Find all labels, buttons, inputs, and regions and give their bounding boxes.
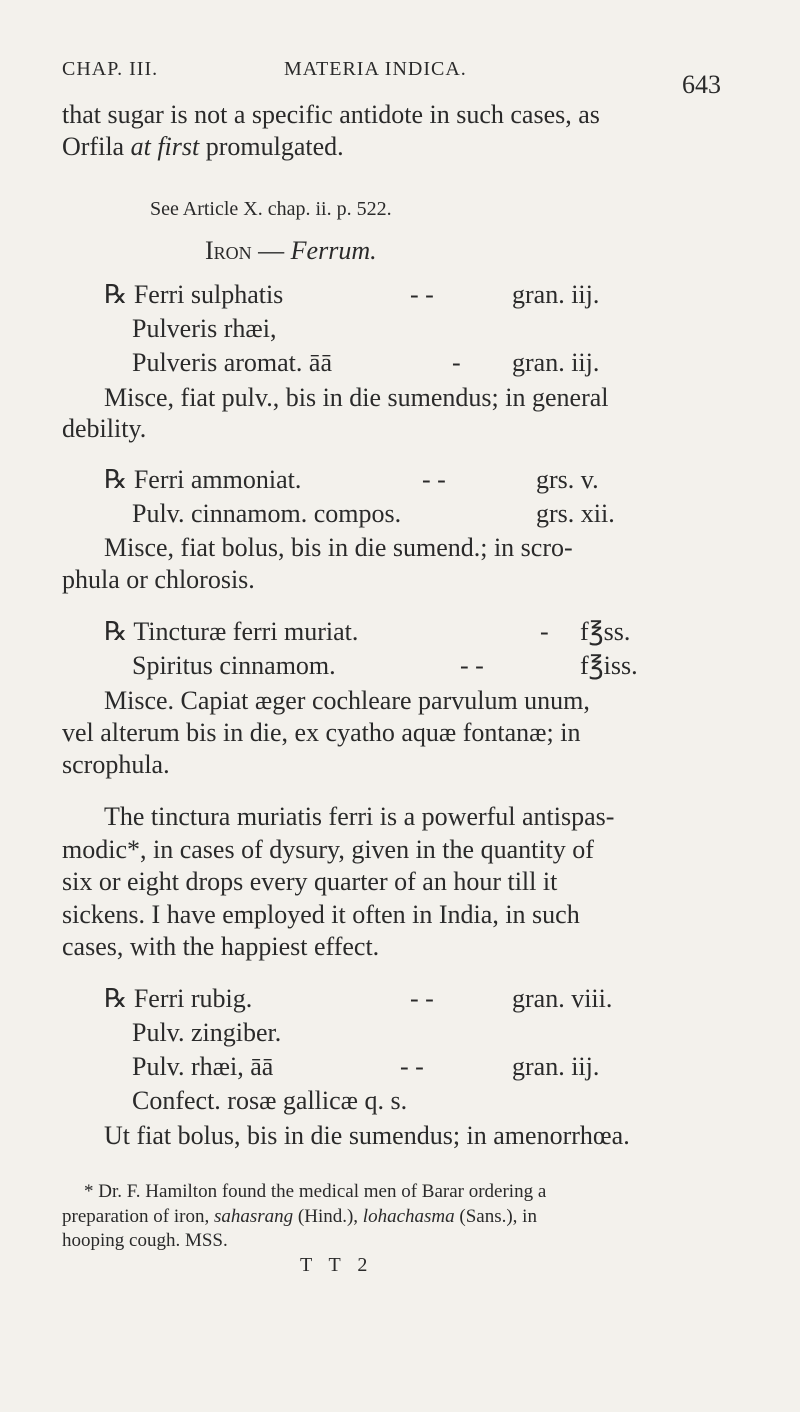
section-title [205, 236, 377, 266]
paragraph-line-2: modic*, in cases of dysury, given in the quantity of [62, 835, 594, 864]
recipe-3-direction-3: scrophula. [62, 750, 170, 779]
recipe-3-item-1-qty: f℥ss. [580, 617, 631, 646]
recipe-2-direction-1: Misce, fiat bolus, bis in die sumend.; in scro- [104, 533, 573, 562]
recipe-4-item-1-qty: gran. viii. [512, 984, 613, 1013]
see-reference: See Article X. chap. ii. p. 522. [150, 198, 392, 220]
recipe-1-item-1-dash: - - [410, 280, 434, 309]
footnote-line-3: hooping cough. MSS. [62, 1230, 228, 1251]
recipe-1-direction-2: debility. [62, 414, 147, 443]
paragraph-line-3: six or eight drops every quarter of an hour till it [62, 867, 558, 896]
recipe-1-item-3: Pulveris aromat. āā [132, 348, 332, 377]
recipe-2-item-2: Pulv. cinnamom. compos. [132, 499, 402, 528]
running-head-chapter: CHAP. III. [62, 58, 159, 80]
recipe-3-item-1 [104, 617, 358, 647]
recipe-1-item-2: Pulveris rhæi, [132, 314, 277, 343]
recipe-3-item-2: Spiritus cinnamom. [132, 651, 336, 680]
paragraph-line-4: sickens. I have employed it often in India, in such [62, 900, 580, 929]
footnote-line-2 [62, 1206, 537, 1228]
recipe-4-item-1-dash: - - [410, 984, 434, 1013]
recipe-2-item-2-qty: grs. xii. [536, 499, 615, 528]
section-title-plain: Iron — [205, 236, 291, 265]
ingredient-name: Ferri sulphatis [133, 280, 284, 309]
section-title-italic: Ferrum. [290, 236, 377, 265]
footnote-text: preparation of iron, [62, 1206, 214, 1227]
intro-line-1: that sugar is not a specific antidote in such cases, as [62, 100, 600, 129]
footnote-term-hindi: sahasrang [213, 1206, 294, 1227]
ingredient-name: Ferri rubig. [133, 984, 253, 1013]
recipe-4-direction: Ut fiat bolus, bis in die sumendus; in amenorrhœa. [104, 1121, 630, 1150]
recipe-3-direction-1: Misce. Capiat æger cochleare parvulum unum, [104, 686, 590, 715]
footnote-text: (Hind.), [293, 1206, 363, 1227]
recipe-3-item-1-dash: - [540, 617, 549, 646]
running-head-title: MATERIA INDICA. [284, 58, 467, 80]
recipe-1-item-3-qty: gran. iij. [512, 348, 600, 377]
recipe-4-item-4: Confect. rosæ gallicæ q. s. [132, 1086, 408, 1115]
prescription-symbol: ℞ [104, 280, 134, 309]
paragraph-line-5: cases, with the happiest effect. [62, 932, 380, 961]
recipe-2-direction-2: phula or chlorosis. [62, 565, 255, 594]
prescription-symbol: ℞ [104, 617, 134, 646]
recipe-2-item-1 [104, 465, 301, 495]
recipe-4-item-2: Pulv. zingiber. [132, 1018, 282, 1047]
recipe-1-direction-1: Misce, fiat pulv., bis in die sumendus; in general [104, 383, 609, 412]
recipe-1-item-1-qty: gran. iij. [512, 280, 600, 309]
recipe-4-item-3: Pulv. rhæi, āā [132, 1052, 274, 1081]
intro-line-2-suffix: promulgated. [199, 132, 344, 161]
recipe-2-item-1-qty: grs. v. [536, 465, 599, 494]
prescription-symbol: ℞ [104, 465, 134, 494]
intro-line-2-prefix: Orfila [62, 132, 131, 161]
footnote-term-sanskrit: lohachasma [362, 1206, 455, 1227]
recipe-2-item-1-dash: - - [422, 465, 446, 494]
paragraph-line-1: The tinctura muriatis ferri is a powerful antispas- [104, 802, 615, 831]
intro-line-2 [62, 132, 344, 162]
recipe-1-item-3-dash: - [452, 348, 461, 377]
ingredient-name: Tincturæ ferri muriat. [133, 617, 359, 646]
footnote-text: (Sans.), in [454, 1206, 537, 1227]
recipe-4-item-3-qty: gran. iij. [512, 1052, 600, 1081]
page-number: 643 [682, 70, 721, 99]
recipe-3-item-2-dash: - - [460, 651, 484, 680]
recipe-4-item-3-dash: - - [400, 1052, 424, 1081]
footnote-line-1: * Dr. F. Hamilton found the medical men of Barar ordering a [84, 1181, 547, 1202]
recipe-4-item-1 [104, 984, 252, 1014]
prescription-symbol: ℞ [104, 984, 134, 1013]
recipe-1-item-1 [104, 280, 283, 310]
ingredient-name: Ferri ammoniat. [133, 465, 302, 494]
intro-line-2-italic: at first [130, 132, 200, 161]
recipe-3-direction-2: vel alterum bis in die, ex cyatho aquæ fontanæ; in [62, 718, 581, 747]
recipe-3-item-2-qty: f℥iss. [580, 651, 638, 680]
signature-mark: T T 2 [300, 1254, 374, 1276]
